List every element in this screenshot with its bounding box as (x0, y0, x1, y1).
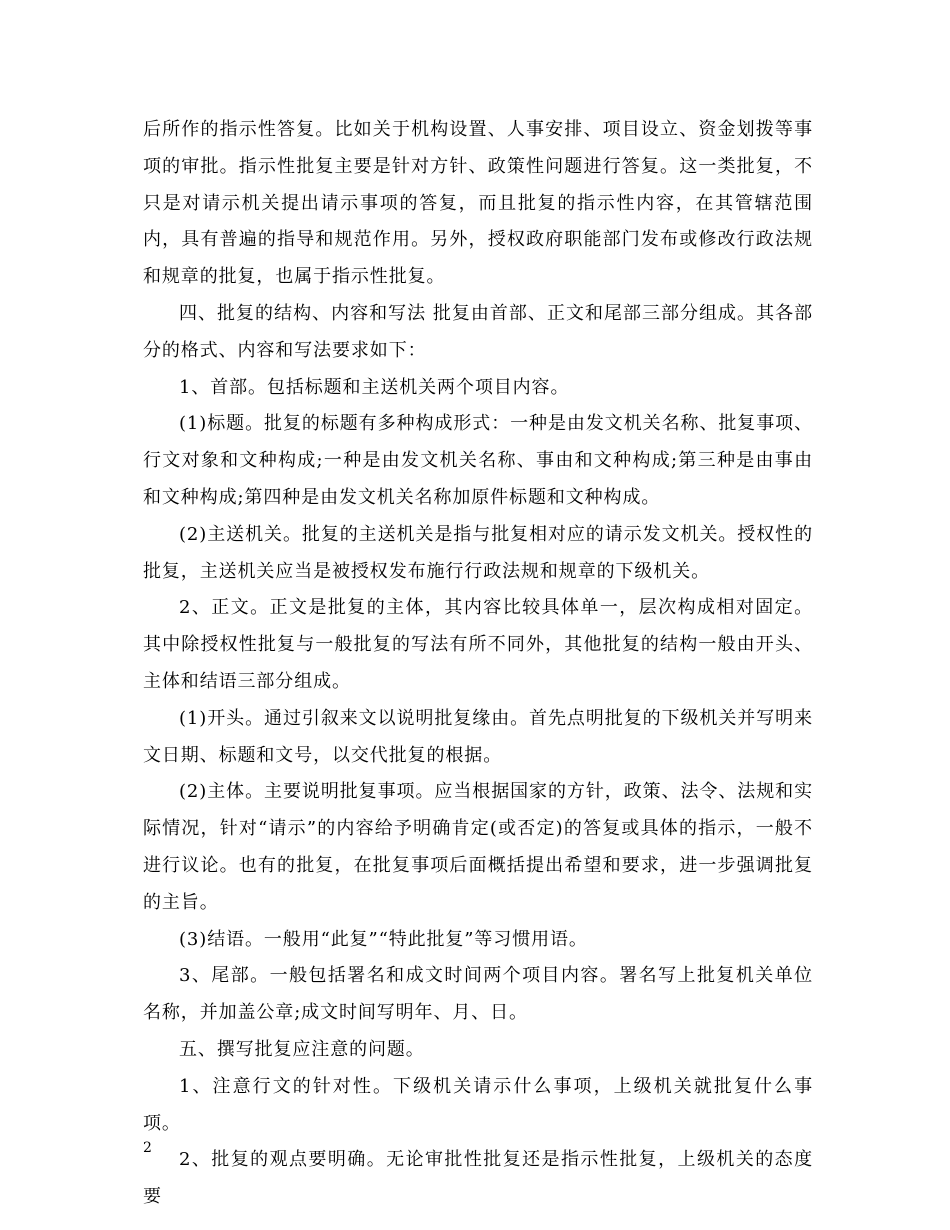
paragraph: 后所作的指示性答复。比如关于机构设置、人事安排、项目设立、资金划拨等事项的审批。指示性批复主要是针对方针、政策性问题进行答复。这一类批复，不只是对请示机关提出请示事项的答复，而且批复的指示性内容，在其管辖范围内，具有普遍的指导和规范作用。另外，授权政府职能部门发布或修改行政法规和规章的批复，也属于指示性批复。 (143, 119, 813, 288)
paragraph: 3、尾部。一般包括署名和成文时间两个项目内容。署名写上批复机关单位名称，并加盖公章;成文时间写明年、月、日。 (143, 965, 813, 1024)
paragraph: 四、批复的结构、内容和写法 批复由首部、正文和尾部三部分组成。其各部分的格式、内容和写法要求如下： (143, 302, 813, 361)
paragraph: 2、批复的观点要明确。无论审批性批复还是指示性批复，上级机关的态度要 (143, 1149, 813, 1208)
document-body (143, 112, 813, 1216)
page-number: 2 (143, 1140, 152, 1156)
paragraph: (1)标题。批复的标题有多种构成形式：一种是由发文机关名称、批复事项、行文对象和文种构成;一种是由发文机关名称、事由和文种构成;第三种是由事由和文种构成;第四种是由发文机关名称加原件标题和文种构成。 (143, 413, 813, 508)
paragraph: 五、撰写批复应注意的问题。 (179, 1038, 425, 1060)
paragraph: (2)主送机关。批复的主送机关是指与批复相对应的请示发文机关。授权性的批复，主送机关应当是被授权发布施行行政法规和规章的下级机关。 (143, 523, 813, 582)
paragraph: 2、正文。正文是批复的主体，其内容比较具体单一，层次构成相对固定。其中除授权性批复与一般批复的写法有所不同外，其他批复的结构一般由开头、主体和结语三部分组成。 (143, 597, 813, 692)
paragraph: (2)主体。主要说明批复事项。应当根据国家的方针，政策、法令、法规和实际情况，针对“请示”的内容给予明确肯定(或否定)的答复或具体的指示，一般不进行议论。也有的批复，在批复事项后面概括提出希望和要求，进一步强调批复的主旨。 (143, 781, 813, 913)
paragraph: 1、注意行文的针对性。下级机关请示什么事项，上级机关就批复什么事项。 (143, 1075, 813, 1134)
paragraph: (3)结语。一般用“此复”“特此批复”等习惯用语。 (179, 928, 588, 950)
paragraph: (1)开头。通过引叙来文以说明批复缘由。首先点明批复的下级机关并写明来文日期、标题和文号，以交代批复的根据。 (143, 707, 813, 766)
paragraph: 1、首部。包括标题和主送机关两个项目内容。 (179, 376, 570, 398)
